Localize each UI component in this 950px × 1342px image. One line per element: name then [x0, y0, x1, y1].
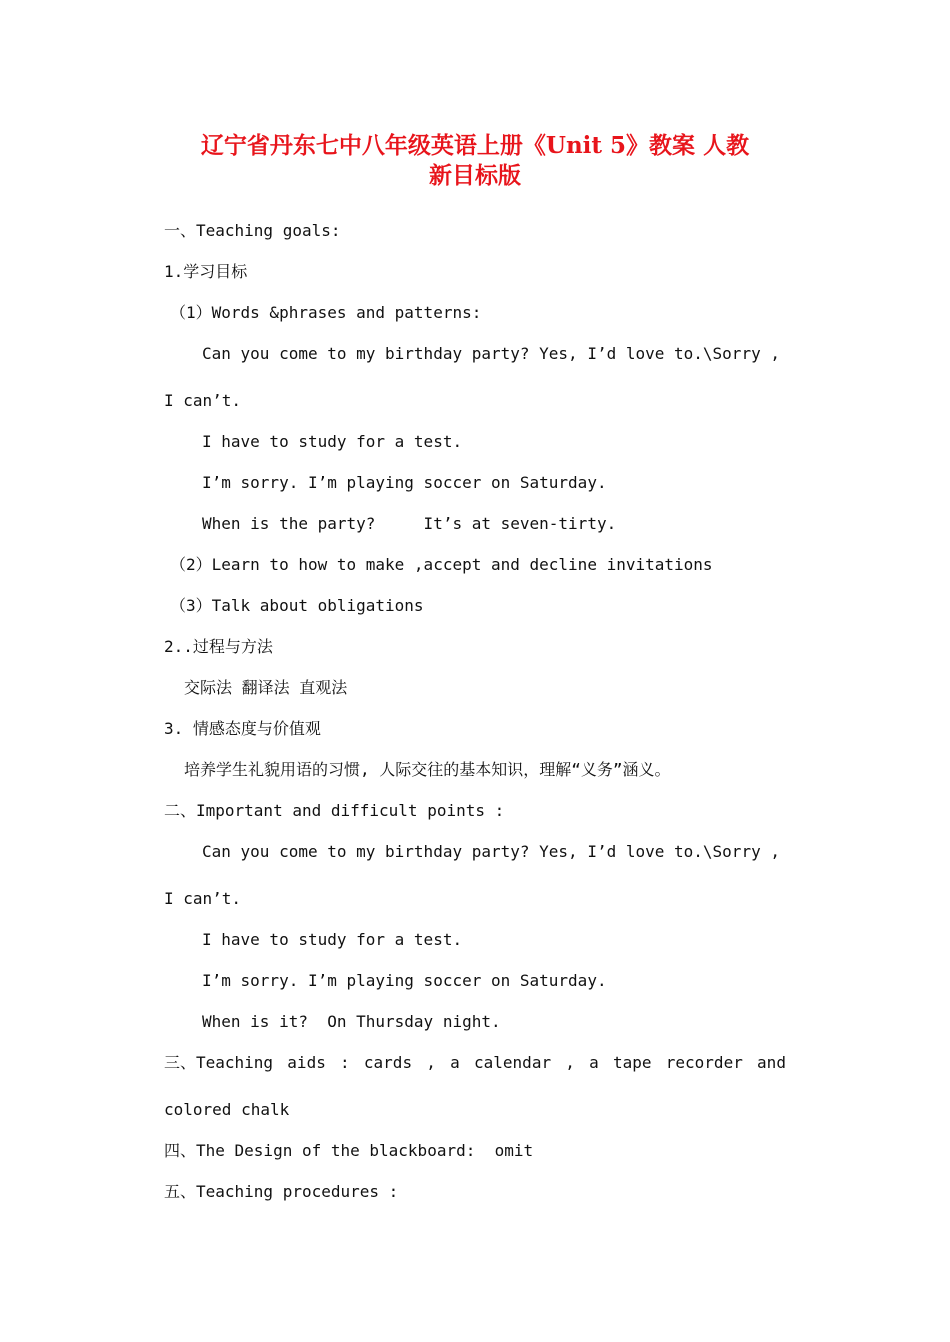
section-3-word: recorder	[665, 1053, 743, 1072]
section-3-word: tape	[613, 1053, 652, 1072]
section-3-continued: colored chalk	[164, 1100, 290, 1119]
example-sentence-4: When is the party? It’s at seven-tirty.	[202, 514, 617, 533]
section-3-word: calendar	[474, 1053, 552, 1072]
section-3-word: :	[340, 1053, 350, 1072]
section-3-word: ,	[426, 1053, 436, 1072]
subsection-1-1-heading: 1.学习目标	[164, 262, 248, 281]
example-sentence-1: Can you come to my birthday party? Yes, I’d love to.\Sorry ,	[202, 344, 780, 363]
section-3-heading	[164, 1052, 786, 1074]
section-3-word: and	[757, 1053, 786, 1072]
subsection-1-2-body: 交际法 翻译法 直观法	[184, 678, 348, 697]
key-sentence-4: When is it? On Thursday night.	[202, 1012, 501, 1031]
section-3-word: ,	[565, 1053, 575, 1072]
key-sentence-1-continued: I can’t.	[164, 889, 242, 908]
section-2-heading: 二、Important and difficult points :	[164, 801, 505, 820]
example-sentence-3: I’m sorry. I’m playing soccer on Saturday.	[202, 473, 607, 492]
example-sentence-2: I have to study for a test.	[202, 432, 463, 451]
item-obligations: （3）Talk about obligations	[170, 596, 424, 615]
section-3-word: a	[450, 1053, 460, 1072]
key-sentence-2: I have to study for a test.	[202, 930, 463, 949]
item-invitations: （2）Learn to how to make ,accept and decline invitations	[170, 555, 713, 574]
section-1-heading: 一、Teaching goals:	[164, 221, 341, 240]
item-words-phrases: （1）Words &phrases and patterns:	[170, 303, 482, 322]
section-3-word: 三、Teaching	[164, 1053, 274, 1072]
section-3-word: aids	[287, 1053, 326, 1072]
document-title-line-2: 新目标版	[429, 162, 521, 189]
section-3-word: cards	[363, 1053, 413, 1072]
subsection-1-3-heading: 3. 情感态度与价值观	[164, 719, 321, 738]
key-sentence-1: Can you come to my birthday party? Yes, I’d love to.\Sorry ,	[202, 842, 780, 861]
example-sentence-1-continued: I can’t.	[164, 391, 242, 410]
subsection-1-2-heading: 2..过程与方法	[164, 637, 273, 656]
section-3-word: a	[589, 1053, 599, 1072]
document-title-line-1: 辽宁省丹东七中八年级英语上册《Unit 5》教案 人教	[200, 132, 750, 159]
section-5-heading: 五、Teaching procedures :	[164, 1182, 399, 1201]
key-sentence-3: I’m sorry. I’m playing soccer on Saturday.	[202, 971, 607, 990]
subsection-1-3-body: 培养学生礼貌用语的习惯, 人际交往的基本知识，理解“义务”涵义。	[184, 760, 671, 779]
section-4-heading: 四、The Design of the blackboard: omit	[164, 1141, 534, 1160]
